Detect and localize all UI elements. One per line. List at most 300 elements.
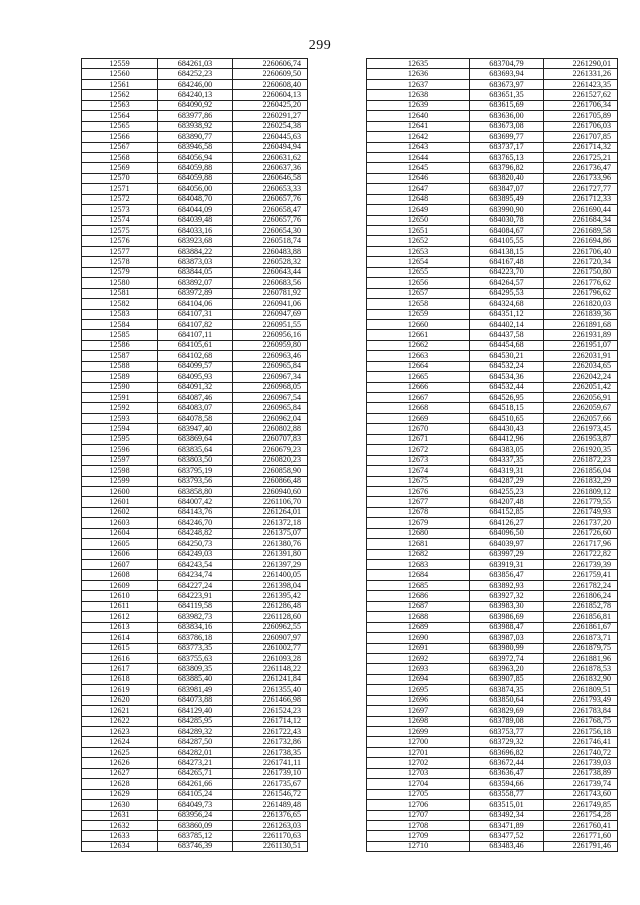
table-row	[367, 789, 618, 799]
point-number-cell: 12600	[82, 486, 158, 496]
table-row	[82, 59, 308, 69]
y-coordinate-cell: 2261973,45	[544, 424, 618, 434]
y-coordinate-cell: 2260643,44	[233, 267, 308, 277]
point-number-cell: 12664	[367, 361, 470, 371]
table-row	[82, 111, 308, 121]
table-row	[367, 226, 618, 236]
x-coordinate-cell: 684264,57	[470, 278, 544, 288]
page-number: 299	[308, 38, 332, 53]
table-row	[367, 455, 618, 465]
y-coordinate-cell: 2261861,67	[544, 622, 618, 632]
table-row	[82, 622, 308, 632]
y-coordinate-cell: 2260707,83	[233, 434, 308, 444]
point-number-cell: 12662	[367, 340, 470, 350]
x-coordinate-cell: 683765,13	[470, 152, 544, 162]
y-coordinate-cell: 2261423,35	[544, 79, 618, 89]
table-row	[367, 215, 618, 225]
point-number-cell: 12697	[367, 706, 470, 716]
point-number-cell: 12638	[367, 90, 470, 100]
point-number-cell: 12613	[82, 622, 158, 632]
table-row	[367, 466, 618, 476]
point-number-cell: 12635	[367, 59, 470, 69]
point-number-cell: 12668	[367, 403, 470, 413]
x-coordinate-cell: 683696,82	[470, 747, 544, 757]
x-coordinate-cell: 684282,01	[158, 747, 233, 757]
x-coordinate-cell: 683835,64	[158, 445, 233, 455]
x-coordinate-cell: 684285,95	[158, 716, 233, 726]
y-coordinate-cell: 2261832,90	[544, 674, 618, 684]
x-coordinate-cell: 684227,24	[158, 580, 233, 590]
table-row	[82, 758, 308, 768]
y-coordinate-cell: 2261690,44	[544, 205, 618, 215]
point-number-cell: 12693	[367, 664, 470, 674]
x-coordinate-cell: 684059,88	[158, 163, 233, 173]
x-coordinate-cell: 684289,32	[158, 727, 233, 737]
point-number-cell: 12656	[367, 278, 470, 288]
point-number-cell: 12640	[367, 111, 470, 121]
table-row	[82, 184, 308, 194]
x-coordinate-cell: 684532,44	[470, 382, 544, 392]
x-coordinate-cell: 684073,88	[158, 695, 233, 705]
y-coordinate-cell: 2261148,22	[233, 664, 308, 674]
y-coordinate-cell: 2260959,80	[233, 340, 308, 350]
table-row	[82, 841, 308, 851]
table-row	[367, 549, 618, 559]
point-number-cell: 12607	[82, 560, 158, 570]
point-number-cell: 12597	[82, 455, 158, 465]
table-row	[82, 716, 308, 726]
table-row	[82, 205, 308, 215]
point-number-cell: 12695	[367, 685, 470, 695]
table-row	[367, 497, 618, 507]
y-coordinate-cell: 2260781,92	[233, 288, 308, 298]
x-coordinate-cell: 684105,24	[158, 789, 233, 799]
point-number-cell: 12571	[82, 184, 158, 194]
table-row	[82, 518, 308, 528]
table-row	[82, 789, 308, 799]
y-coordinate-cell: 2261736,47	[544, 163, 618, 173]
point-number-cell: 12614	[82, 633, 158, 643]
x-coordinate-cell: 684078,58	[158, 413, 233, 423]
point-number-cell: 12691	[367, 643, 470, 653]
y-coordinate-cell: 2261879,75	[544, 643, 618, 653]
x-coordinate-cell: 684096,50	[470, 528, 544, 538]
table-row	[82, 706, 308, 716]
x-coordinate-cell: 684059,88	[158, 173, 233, 183]
table-row	[367, 100, 618, 110]
x-coordinate-cell: 684261,03	[158, 59, 233, 69]
y-coordinate-cell: 2261737,20	[544, 518, 618, 528]
x-coordinate-cell: 683704,79	[470, 59, 544, 69]
table-row	[367, 173, 618, 183]
x-coordinate-cell: 684437,58	[470, 330, 544, 340]
point-number-cell: 12584	[82, 319, 158, 329]
x-coordinate-cell: 683673,97	[470, 79, 544, 89]
x-coordinate-cell: 683982,73	[158, 612, 233, 622]
y-coordinate-cell: 2261527,62	[544, 90, 618, 100]
point-number-cell: 12598	[82, 466, 158, 476]
y-coordinate-cell: 2261714,32	[544, 142, 618, 152]
y-coordinate-cell: 2262031,91	[544, 351, 618, 361]
x-coordinate-cell: 684246,70	[158, 518, 233, 528]
point-number-cell: 12560	[82, 69, 158, 79]
point-number-cell: 12653	[367, 246, 470, 256]
point-number-cell: 12669	[367, 413, 470, 423]
point-number-cell: 12579	[82, 267, 158, 277]
y-coordinate-cell: 2261738,89	[544, 768, 618, 778]
x-coordinate-cell: 684030,78	[470, 215, 544, 225]
x-coordinate-cell: 683755,63	[158, 653, 233, 663]
y-coordinate-cell: 2260956,16	[233, 330, 308, 340]
y-coordinate-cell: 2261331,26	[544, 69, 618, 79]
table-row	[367, 507, 618, 517]
point-number-cell: 12680	[367, 528, 470, 538]
point-number-cell: 12595	[82, 434, 158, 444]
point-number-cell: 12698	[367, 716, 470, 726]
table-row	[367, 257, 618, 267]
y-coordinate-cell: 2261694,86	[544, 236, 618, 246]
point-number-cell: 12661	[367, 330, 470, 340]
table-row	[367, 633, 618, 643]
y-coordinate-cell: 2261782,24	[544, 580, 618, 590]
table-row	[367, 299, 618, 309]
point-number-cell: 12679	[367, 518, 470, 528]
table-row	[82, 601, 308, 611]
table-row	[82, 455, 308, 465]
point-number-cell: 12642	[367, 132, 470, 142]
point-number-cell: 12670	[367, 424, 470, 434]
table-row	[82, 226, 308, 236]
x-coordinate-cell: 684095,93	[158, 372, 233, 382]
y-coordinate-cell: 2261712,33	[544, 194, 618, 204]
point-number-cell: 12647	[367, 184, 470, 194]
x-coordinate-cell: 684532,24	[470, 361, 544, 371]
x-coordinate-cell: 683956,24	[158, 810, 233, 820]
y-coordinate-cell: 2260941,06	[233, 299, 308, 309]
x-coordinate-cell: 683907,85	[470, 674, 544, 684]
x-coordinate-cell: 684048,70	[158, 194, 233, 204]
x-coordinate-cell: 684167,48	[470, 257, 544, 267]
y-coordinate-cell: 2261872,23	[544, 455, 618, 465]
y-coordinate-cell: 2261809,12	[544, 486, 618, 496]
point-number-cell: 12625	[82, 747, 158, 757]
table-row	[82, 779, 308, 789]
point-number-cell: 12617	[82, 664, 158, 674]
x-coordinate-cell: 683850,64	[470, 695, 544, 705]
y-coordinate-cell: 2260962,04	[233, 413, 308, 423]
y-coordinate-cell: 2261759,41	[544, 570, 618, 580]
x-coordinate-cell: 684518,15	[470, 403, 544, 413]
x-coordinate-cell: 684107,11	[158, 330, 233, 340]
point-number-cell: 12627	[82, 768, 158, 778]
point-number-cell: 12658	[367, 299, 470, 309]
y-coordinate-cell: 2261726,60	[544, 528, 618, 538]
y-coordinate-cell: 2261852,78	[544, 601, 618, 611]
x-coordinate-cell: 684261,66	[158, 779, 233, 789]
x-coordinate-cell: 684412,96	[470, 434, 544, 444]
x-coordinate-cell: 683746,39	[158, 841, 233, 851]
coordinates-table-right	[366, 58, 618, 852]
point-number-cell: 12608	[82, 570, 158, 580]
table-row	[367, 445, 618, 455]
table-row	[82, 507, 308, 517]
x-coordinate-cell: 684526,95	[470, 393, 544, 403]
y-coordinate-cell: 2261739,10	[233, 768, 308, 778]
point-number-cell: 12643	[367, 142, 470, 152]
table-row	[367, 601, 618, 611]
x-coordinate-cell: 683558,77	[470, 789, 544, 799]
x-coordinate-cell: 684248,82	[158, 528, 233, 538]
point-number-cell: 12685	[367, 580, 470, 590]
table-row	[82, 831, 308, 841]
table-row	[82, 278, 308, 288]
table-row	[367, 539, 618, 549]
x-coordinate-cell: 684102,68	[158, 351, 233, 361]
point-number-cell: 12650	[367, 215, 470, 225]
x-coordinate-cell: 683980,99	[470, 643, 544, 653]
x-coordinate-cell: 683988,47	[470, 622, 544, 632]
y-coordinate-cell: 2261754,28	[544, 810, 618, 820]
table-row	[367, 59, 618, 69]
y-coordinate-cell: 2261733,96	[544, 173, 618, 183]
x-coordinate-cell: 683963,20	[470, 664, 544, 674]
y-coordinate-cell: 2261760,41	[544, 820, 618, 830]
y-coordinate-cell: 2261783,84	[544, 706, 618, 716]
point-number-cell: 12644	[367, 152, 470, 162]
x-coordinate-cell: 684223,91	[158, 591, 233, 601]
y-coordinate-cell: 2260646,58	[233, 173, 308, 183]
point-number-cell: 12559	[82, 59, 158, 69]
x-coordinate-cell: 683793,56	[158, 476, 233, 486]
y-coordinate-cell: 2261931,89	[544, 330, 618, 340]
table-row	[82, 768, 308, 778]
point-number-cell: 12692	[367, 653, 470, 663]
table-row	[367, 361, 618, 371]
x-coordinate-cell: 683844,05	[158, 267, 233, 277]
x-coordinate-cell: 683829,69	[470, 706, 544, 716]
table-row	[82, 424, 308, 434]
table-row	[367, 278, 618, 288]
x-coordinate-cell: 683892,07	[158, 278, 233, 288]
x-coordinate-cell: 683990,90	[470, 205, 544, 215]
table-row	[367, 69, 618, 79]
y-coordinate-cell: 2260683,56	[233, 278, 308, 288]
point-number-cell: 12605	[82, 539, 158, 549]
point-number-cell: 12666	[367, 382, 470, 392]
table-row	[367, 831, 618, 841]
point-number-cell: 12663	[367, 351, 470, 361]
table-row	[82, 580, 308, 590]
point-number-cell: 12618	[82, 674, 158, 684]
point-number-cell: 12593	[82, 413, 158, 423]
y-coordinate-cell: 2260654,30	[233, 226, 308, 236]
y-coordinate-cell: 2261093,28	[233, 653, 308, 663]
table-row	[82, 173, 308, 183]
y-coordinate-cell: 2260637,36	[233, 163, 308, 173]
y-coordinate-cell: 2261128,60	[233, 612, 308, 622]
y-coordinate-cell: 2260965,84	[233, 403, 308, 413]
x-coordinate-cell: 683796,82	[470, 163, 544, 173]
x-coordinate-cell: 684402,14	[470, 319, 544, 329]
table-row	[367, 685, 618, 695]
x-coordinate-cell: 683699,77	[470, 132, 544, 142]
x-coordinate-cell: 684039,97	[470, 539, 544, 549]
table-row	[82, 486, 308, 496]
x-coordinate-cell: 684534,36	[470, 372, 544, 382]
x-coordinate-cell: 684255,23	[470, 486, 544, 496]
table-row	[82, 319, 308, 329]
y-coordinate-cell: 2261706,40	[544, 246, 618, 256]
table-row	[367, 434, 618, 444]
x-coordinate-cell: 683786,18	[158, 633, 233, 643]
table-row	[367, 90, 618, 100]
point-number-cell: 12602	[82, 507, 158, 517]
table-row	[82, 737, 308, 747]
point-number-cell: 12654	[367, 257, 470, 267]
y-coordinate-cell: 2261400,05	[233, 570, 308, 580]
point-number-cell: 12611	[82, 601, 158, 611]
x-coordinate-cell: 683919,31	[470, 560, 544, 570]
x-coordinate-cell: 684223,70	[470, 267, 544, 277]
x-coordinate-cell: 683977,86	[158, 111, 233, 121]
y-coordinate-cell: 2261720,34	[544, 257, 618, 267]
x-coordinate-cell: 683972,74	[470, 653, 544, 663]
x-coordinate-cell: 683753,77	[470, 727, 544, 737]
table-row	[82, 528, 308, 538]
x-coordinate-cell: 683773,35	[158, 643, 233, 653]
table-row	[367, 580, 618, 590]
table-row	[367, 706, 618, 716]
x-coordinate-cell: 683927,32	[470, 591, 544, 601]
table-row	[367, 528, 618, 538]
point-number-cell: 12702	[367, 758, 470, 768]
table-row	[367, 779, 618, 789]
y-coordinate-cell: 2262051,42	[544, 382, 618, 392]
x-coordinate-cell: 683874,35	[470, 685, 544, 695]
table-row	[82, 539, 308, 549]
table-row	[367, 591, 618, 601]
x-coordinate-cell: 684104,06	[158, 299, 233, 309]
x-coordinate-cell: 684207,48	[470, 497, 544, 507]
y-coordinate-cell: 2260963,46	[233, 351, 308, 361]
point-number-cell: 12586	[82, 340, 158, 350]
x-coordinate-cell: 684246,00	[158, 79, 233, 89]
x-coordinate-cell: 684249,03	[158, 549, 233, 559]
x-coordinate-cell: 684007,42	[158, 497, 233, 507]
x-coordinate-cell: 683986,69	[470, 612, 544, 622]
y-coordinate-cell: 2261779,55	[544, 497, 618, 507]
point-number-cell: 12637	[367, 79, 470, 89]
point-number-cell: 12639	[367, 100, 470, 110]
table-row	[367, 205, 618, 215]
x-coordinate-cell: 684252,23	[158, 69, 233, 79]
point-number-cell: 12564	[82, 111, 158, 121]
point-number-cell: 12601	[82, 497, 158, 507]
table-row	[82, 194, 308, 204]
y-coordinate-cell: 2260254,38	[233, 121, 308, 131]
point-number-cell: 12699	[367, 727, 470, 737]
y-coordinate-cell: 2261106,70	[233, 497, 308, 507]
point-number-cell: 12688	[367, 612, 470, 622]
x-coordinate-cell: 683477,52	[470, 831, 544, 841]
x-coordinate-cell: 684138,15	[470, 246, 544, 256]
point-number-cell: 12665	[367, 372, 470, 382]
point-number-cell: 12590	[82, 382, 158, 392]
y-coordinate-cell: 2261466,98	[233, 695, 308, 705]
point-number-cell: 12591	[82, 393, 158, 403]
point-number-cell: 12690	[367, 633, 470, 643]
point-number-cell: 12568	[82, 152, 158, 162]
x-coordinate-cell: 684056,94	[158, 152, 233, 162]
point-number-cell: 12667	[367, 393, 470, 403]
table-row	[367, 716, 618, 726]
y-coordinate-cell: 2260604,13	[233, 90, 308, 100]
y-coordinate-cell: 2262042,24	[544, 372, 618, 382]
table-row	[82, 570, 308, 580]
table-row	[82, 747, 308, 757]
y-coordinate-cell: 2261768,75	[544, 716, 618, 726]
table-row	[367, 163, 618, 173]
point-number-cell: 12646	[367, 173, 470, 183]
point-number-cell: 12684	[367, 570, 470, 580]
x-coordinate-cell: 683997,29	[470, 549, 544, 559]
y-coordinate-cell: 2261881,96	[544, 653, 618, 663]
table-row	[367, 476, 618, 486]
x-coordinate-cell: 683673,08	[470, 121, 544, 131]
x-coordinate-cell: 683858,80	[158, 486, 233, 496]
table-row	[367, 841, 618, 851]
x-coordinate-cell: 684083,07	[158, 403, 233, 413]
point-number-cell: 12705	[367, 789, 470, 799]
y-coordinate-cell: 2261756,18	[544, 727, 618, 737]
x-coordinate-cell: 683471,89	[470, 820, 544, 830]
y-coordinate-cell: 2261725,21	[544, 152, 618, 162]
x-coordinate-cell: 684250,73	[158, 539, 233, 549]
point-number-cell: 12660	[367, 319, 470, 329]
table-row	[82, 90, 308, 100]
table-row	[367, 800, 618, 810]
y-coordinate-cell: 2261714,12	[233, 716, 308, 726]
table-row	[82, 445, 308, 455]
table-row	[82, 215, 308, 225]
table-row	[82, 132, 308, 142]
table-row	[82, 695, 308, 705]
x-coordinate-cell: 684084,67	[470, 226, 544, 236]
table-row	[82, 685, 308, 695]
table-row	[82, 403, 308, 413]
x-coordinate-cell: 684049,73	[158, 800, 233, 810]
x-coordinate-cell: 683594,66	[470, 779, 544, 789]
table-row	[82, 393, 308, 403]
point-number-cell: 12629	[82, 789, 158, 799]
y-coordinate-cell: 2260820,23	[233, 455, 308, 465]
x-coordinate-cell: 683809,35	[158, 664, 233, 674]
x-coordinate-cell: 683737,17	[470, 142, 544, 152]
table-row	[367, 758, 618, 768]
x-coordinate-cell: 683856,47	[470, 570, 544, 580]
y-coordinate-cell: 2261263,03	[233, 820, 308, 830]
y-coordinate-cell: 2260658,47	[233, 205, 308, 215]
y-coordinate-cell: 2261391,80	[233, 549, 308, 559]
table-row	[367, 288, 618, 298]
table-row	[82, 257, 308, 267]
y-coordinate-cell: 2261920,35	[544, 445, 618, 455]
point-number-cell: 12583	[82, 309, 158, 319]
point-number-cell: 12674	[367, 466, 470, 476]
x-coordinate-cell: 683803,50	[158, 455, 233, 465]
y-coordinate-cell: 2261739,39	[544, 560, 618, 570]
table-row	[82, 361, 308, 371]
